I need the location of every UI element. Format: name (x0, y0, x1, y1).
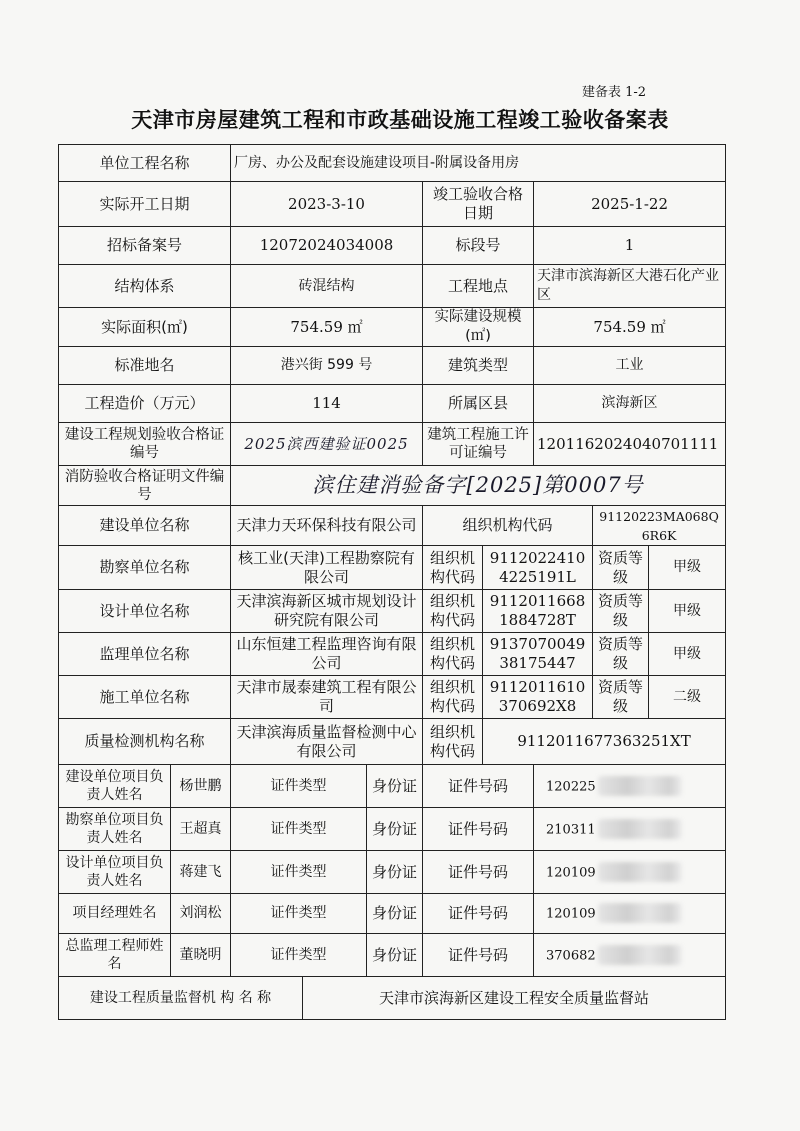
redacted-blur (598, 945, 682, 965)
value-cert-no (534, 934, 726, 977)
label-survey-org-code: 组织机构代码 (423, 546, 483, 590)
label-bid-record-no: 招标备案号 (59, 227, 231, 265)
label-start-date: 实际开工日期 (59, 182, 231, 227)
label-cert-type: 证件类型 (231, 765, 367, 808)
row-fire-cert (59, 466, 726, 506)
value-design-org-code: 91120116681884728T (483, 590, 593, 633)
value-quality-supervisor: 天津市滨海新区建设工程安全质量监督站 (303, 977, 726, 1020)
value-cert-type: 身份证 (367, 934, 423, 977)
label-fire-cert: 消防验收合格证明文件编号 (59, 466, 231, 506)
label-section-no: 标段号 (423, 227, 534, 265)
value-design-qualification: 甲级 (649, 590, 726, 633)
value-cert-no (534, 765, 726, 808)
row-area (59, 308, 726, 347)
value-planning-cert-handwritten: 2025滨西建验证0025 (231, 423, 423, 466)
label-design-qualification: 资质等级 (593, 590, 649, 633)
value-design-name: 天津滨海新区城市规划设计研究院有限公司 (231, 590, 423, 633)
row-person-manager (59, 894, 726, 934)
label-inspection-org-code: 组织机构代码 (423, 719, 483, 765)
label-cert-type: 证件类型 (231, 894, 367, 934)
row-cost (59, 385, 726, 423)
row-person-design (59, 851, 726, 894)
value-supervision-org-code: 913707004938175447 (483, 633, 593, 676)
row-construction (59, 676, 726, 719)
row-address (59, 347, 726, 385)
redacted-blur (598, 862, 682, 882)
label-quality-supervisor: 建设工程质量监督机 构 名 称 (59, 977, 303, 1020)
label-cert-no: 证件号码 (423, 765, 534, 808)
row-quality-supervisor (59, 977, 726, 1020)
label-cert-type: 证件类型 (231, 808, 367, 851)
value-inspection-org-code: 9112011677363251XT (483, 719, 726, 765)
label-scale: 实际建设规模(㎡) (423, 308, 534, 347)
redacted-blur (598, 776, 682, 796)
cert-no-prefix: 210311 (546, 822, 596, 838)
value-survey-name: 核工业(天津)工程勘察院有限公司 (231, 546, 423, 590)
value-scale: 754.59 ㎡ (534, 308, 726, 347)
value-cert-type: 身份证 (367, 851, 423, 894)
value-district: 滨海新区 (534, 385, 726, 423)
value-cert-type: 身份证 (367, 894, 423, 934)
value-cert-type: 身份证 (367, 808, 423, 851)
row-planning-permit (59, 423, 726, 466)
form-number: 建备表 1-2 (582, 85, 647, 100)
value-cert-type: 身份证 (367, 765, 423, 808)
value-builder-name: 天津力天环保科技有限公司 (231, 506, 423, 546)
value-location: 天津市滨海新区大港石化产业区 (534, 265, 726, 308)
row-person-builder (59, 765, 726, 808)
label-cert-type: 证件类型 (231, 851, 367, 894)
label-structure: 结构体系 (59, 265, 231, 308)
label-planning-cert: 建设工程规划验收合格证编号 (59, 423, 231, 466)
cert-no-prefix: 120225 (546, 779, 596, 795)
value-construction-permit: 1201162024040701111 (534, 423, 726, 466)
label-district: 所属区县 (423, 385, 534, 423)
label-supervision: 监理单位名称 (59, 633, 231, 676)
value-survey-leader-name: 王超真 (171, 808, 231, 851)
redacted-blur (598, 819, 682, 839)
value-fire-cert-handwritten: 滨住建消验备字[2025]第0007号 (231, 466, 726, 506)
value-survey-qualification: 甲级 (649, 546, 726, 590)
label-cert-no: 证件号码 (423, 808, 534, 851)
value-supervision-name: 山东恒建工程监理咨询有限公司 (231, 633, 423, 676)
value-bid-record-no: 12072024034008 (231, 227, 423, 265)
value-start-date: 2023-3-10 (231, 182, 423, 227)
label-supervision-qualification: 资质等级 (593, 633, 649, 676)
value-builder-org-code: 91120223MA068Q6R6K (593, 506, 726, 546)
label-design: 设计单位名称 (59, 590, 231, 633)
label-inspection: 质量检测机构名称 (59, 719, 231, 765)
label-construction-qualification: 资质等级 (593, 676, 649, 719)
label-supervision-org-code: 组织机构代码 (423, 633, 483, 676)
label-builder-leader: 建设单位项目负责人姓名 (59, 765, 171, 808)
label-builder: 建设单位名称 (59, 506, 231, 546)
value-cert-no (534, 894, 726, 934)
value-builder-leader-name: 杨世鹏 (171, 765, 231, 808)
cert-no-prefix: 120109 (546, 865, 596, 881)
row-survey (59, 546, 726, 590)
value-cost: 114 (231, 385, 423, 423)
page-title: 天津市房屋建筑工程和市政基础设施工程竣工验收备案表 (131, 108, 669, 132)
value-address: 港兴街 599 号 (231, 347, 423, 385)
row-builder (59, 506, 726, 546)
label-cost: 工程造价（万元） (59, 385, 231, 423)
value-chief-supervisor-name: 董晓明 (171, 934, 231, 977)
row-person-chief (59, 934, 726, 977)
label-acceptance-date: 竣工验收合格日期 (423, 182, 534, 227)
label-cert-no: 证件号码 (423, 894, 534, 934)
value-construction-name: 天津市晟泰建筑工程有限公司 (231, 676, 423, 719)
label-address: 标准地名 (59, 347, 231, 385)
label-builder-org-code: 组织机构代码 (423, 506, 593, 546)
row-inspection (59, 719, 726, 765)
label-survey-leader: 勘察单位项目负责人姓名 (59, 808, 171, 851)
row-supervision (59, 633, 726, 676)
value-cert-no (534, 808, 726, 851)
label-cert-type: 证件类型 (231, 934, 367, 977)
label-location: 工程地点 (423, 265, 534, 308)
record-form-table (58, 144, 726, 1020)
value-structure: 砖混结构 (231, 265, 423, 308)
label-design-org-code: 组织机构代码 (423, 590, 483, 633)
value-cert-no (534, 851, 726, 894)
label-survey-qualification: 资质等级 (593, 546, 649, 590)
row-dates (59, 182, 726, 227)
label-construction-org-code: 组织机构代码 (423, 676, 483, 719)
label-construction: 施工单位名称 (59, 676, 231, 719)
value-construction-org-code: 9112011610370692X8 (483, 676, 593, 719)
row-bid (59, 227, 726, 265)
value-supervision-qualification: 甲级 (649, 633, 726, 676)
row-design (59, 590, 726, 633)
label-survey: 勘察单位名称 (59, 546, 231, 590)
label-design-leader: 设计单位项目负责人姓名 (59, 851, 171, 894)
row-person-survey (59, 808, 726, 851)
label-chief-supervisor: 总监理工程师姓名 (59, 934, 171, 977)
value-design-leader-name: 蒋建飞 (171, 851, 231, 894)
cert-no-prefix: 370682 (546, 948, 596, 964)
value-inspection-name: 天津滨海质量监督检测中心有限公司 (231, 719, 423, 765)
label-project-manager: 项目经理姓名 (59, 894, 171, 934)
label-area: 实际面积(㎡) (59, 308, 231, 347)
value-building-type: 工业 (534, 347, 726, 385)
value-construction-qualification: 二级 (649, 676, 726, 719)
value-acceptance-date: 2025-1-22 (534, 182, 726, 227)
label-construction-permit: 建筑工程施工许可证编号 (423, 423, 534, 466)
redacted-blur (598, 903, 682, 923)
label-building-type: 建筑类型 (423, 347, 534, 385)
value-section-no: 1 (534, 227, 726, 265)
value-survey-org-code: 91120224104225191L (483, 546, 593, 590)
value-unit-project-name: 厂房、办公及配套设施建设项目-附属设备用房 (231, 145, 726, 182)
label-cert-no: 证件号码 (423, 934, 534, 977)
row-unit-project (59, 145, 726, 182)
value-area: 754.59 ㎡ (231, 308, 423, 347)
value-project-manager-name: 刘润松 (171, 894, 231, 934)
cert-no-prefix: 120109 (546, 906, 596, 922)
label-unit-project-name: 单位工程名称 (59, 145, 231, 182)
label-cert-no: 证件号码 (423, 851, 534, 894)
row-structure (59, 265, 726, 308)
